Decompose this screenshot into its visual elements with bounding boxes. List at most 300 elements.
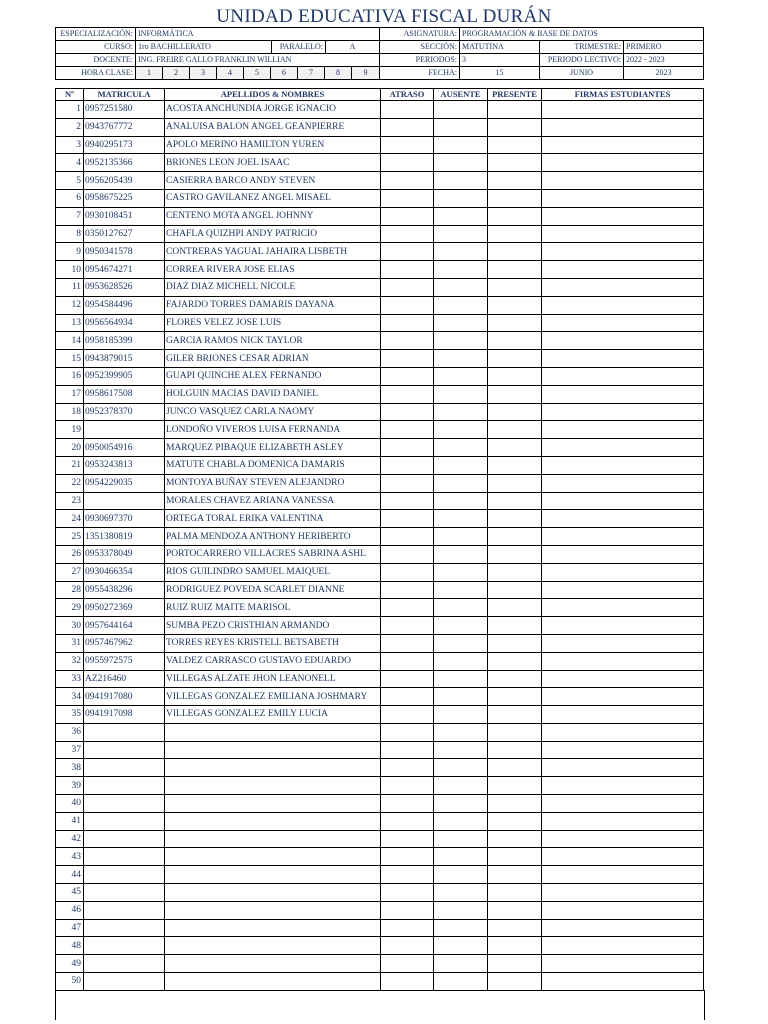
row-matricula: 0957251580 (84, 101, 165, 119)
row-student-name: FAJARDO TORRES DAMARIS DAYANA (165, 296, 381, 314)
table-row (56, 848, 704, 866)
row-number: 30 (56, 617, 84, 635)
row-firma-cell[interactable] (542, 278, 704, 296)
row-firma-cell[interactable] (542, 652, 704, 670)
row-student-name: GILER BRIONES CESAR ADRIAN (165, 350, 381, 368)
row-firma-cell[interactable] (542, 154, 704, 172)
row-ausente-cell[interactable] (434, 101, 488, 119)
row-ausente-cell[interactable] (434, 492, 488, 510)
row-ausente-cell[interactable] (434, 189, 488, 207)
row-firma-cell[interactable] (542, 367, 704, 385)
row-atraso-cell[interactable] (381, 403, 434, 421)
row-matricula: 0930466354 (84, 563, 165, 581)
row-matricula (84, 973, 165, 991)
row-presente-cell[interactable] (488, 136, 542, 154)
row-presente-cell[interactable] (488, 723, 542, 741)
row-presente-cell[interactable] (488, 385, 542, 403)
document-title: UNIDAD EDUCATIVA FISCAL DURÁN (216, 6, 552, 27)
row-presente-cell[interactable] (488, 492, 542, 510)
table-row (56, 617, 704, 635)
row-ausente-cell[interactable] (434, 385, 488, 403)
row-presente-cell[interactable] (488, 189, 542, 207)
table-row (56, 403, 704, 421)
row-number: 22 (56, 474, 84, 492)
table-row (56, 510, 704, 528)
row-firma-cell[interactable] (542, 777, 704, 795)
row-ausente-cell[interactable] (434, 367, 488, 385)
row-matricula (84, 866, 165, 884)
row-presente-cell[interactable] (488, 812, 542, 830)
table-row (56, 243, 704, 261)
row-student-name (165, 812, 381, 830)
row-presente-cell[interactable] (488, 154, 542, 172)
hora-cell[interactable]: 4 (217, 67, 244, 80)
row-ausente-cell[interactable] (434, 510, 488, 528)
row-presente-cell[interactable] (488, 848, 542, 866)
row-student-name: PALMA MENDOZA ANTHONY HERIBERTO (165, 528, 381, 546)
row-atraso-cell[interactable] (381, 385, 434, 403)
row-number: 23 (56, 492, 84, 510)
row-firma-cell[interactable] (542, 688, 704, 706)
row-firma-cell[interactable] (542, 225, 704, 243)
hora-cell[interactable]: 8 (325, 67, 352, 80)
row-ausente-cell[interactable] (434, 759, 488, 777)
row-ausente-cell[interactable] (434, 812, 488, 830)
row-firma-cell[interactable] (542, 189, 704, 207)
row-presente-cell[interactable] (488, 955, 542, 973)
row-presente-cell[interactable] (488, 688, 542, 706)
row-student-name: RUIZ RUIZ MAITE MARISOL (165, 599, 381, 617)
row-atraso-cell[interactable] (381, 243, 434, 261)
row-firma-cell[interactable] (542, 314, 704, 332)
fecha-mes: JUNIO (540, 67, 624, 80)
row-atraso-cell[interactable] (381, 350, 434, 368)
row-number: 42 (56, 830, 84, 848)
row-firma-cell[interactable] (542, 634, 704, 652)
docente-value: ING. FREIRE GALLO FRANKLIN WILLIAN (136, 54, 380, 67)
row-student-name: CASTRO GAVILANEZ ANGEL MISAEL (165, 189, 381, 207)
row-number: 12 (56, 296, 84, 314)
row-atraso-cell[interactable] (381, 581, 434, 599)
row-atraso-cell[interactable] (381, 652, 434, 670)
row-presente-cell[interactable] (488, 866, 542, 884)
row-presente-cell[interactable] (488, 830, 542, 848)
row-matricula: 0954584496 (84, 296, 165, 314)
row-atraso-cell[interactable] (381, 795, 434, 813)
hora-cell[interactable]: 7 (298, 67, 325, 80)
row-ausente-cell[interactable] (434, 617, 488, 635)
row-matricula: 0957644164 (84, 617, 165, 635)
row-atraso-cell[interactable] (381, 670, 434, 688)
row-ausente-cell[interactable] (434, 296, 488, 314)
table-row (56, 421, 704, 439)
row-presente-cell[interactable] (488, 101, 542, 119)
row-presente-cell[interactable] (488, 403, 542, 421)
row-ausente-cell[interactable] (434, 118, 488, 136)
curso-value: 1ro BACHILLERATO (136, 41, 272, 54)
row-matricula: 0957467962 (84, 634, 165, 652)
row-matricula (84, 884, 165, 902)
row-firma-cell[interactable] (542, 118, 704, 136)
table-row (56, 759, 704, 777)
row-ausente-cell[interactable] (434, 332, 488, 350)
row-firma-cell[interactable] (542, 848, 704, 866)
row-atraso-cell[interactable] (381, 777, 434, 795)
row-ausente-cell[interactable] (434, 314, 488, 332)
row-atraso-cell[interactable] (381, 706, 434, 724)
row-ausente-cell[interactable] (434, 955, 488, 973)
row-firma-cell[interactable] (542, 955, 704, 973)
row-student-name: LONDOÑO VIVEROS LUISA FERNANDA (165, 421, 381, 439)
row-ausente-cell[interactable] (434, 474, 488, 492)
table-row (56, 385, 704, 403)
row-firma-cell[interactable] (542, 706, 704, 724)
row-matricula (84, 848, 165, 866)
row-atraso-cell[interactable] (381, 118, 434, 136)
row-firma-cell[interactable] (542, 421, 704, 439)
row-atraso-cell[interactable] (381, 510, 434, 528)
hora-cell[interactable]: 5 (244, 67, 271, 80)
row-atraso-cell[interactable] (381, 901, 434, 919)
col-num-header: Nº (56, 89, 84, 101)
header-table (55, 27, 704, 67)
row-matricula: AZ216460 (84, 670, 165, 688)
row-ausente-cell[interactable] (434, 634, 488, 652)
row-ausente-cell[interactable] (434, 848, 488, 866)
row-firma-cell[interactable] (542, 741, 704, 759)
row-ausente-cell[interactable] (434, 919, 488, 937)
row-number: 50 (56, 973, 84, 991)
row-ausente-cell[interactable] (434, 937, 488, 955)
row-ausente-cell[interactable] (434, 706, 488, 724)
row-firma-cell[interactable] (542, 136, 704, 154)
row-atraso-cell[interactable] (381, 207, 434, 225)
row-firma-cell[interactable] (542, 528, 704, 546)
row-ausente-cell[interactable] (434, 545, 488, 563)
row-firma-cell[interactable] (542, 350, 704, 368)
row-ausente-cell[interactable] (434, 723, 488, 741)
row-presente-cell[interactable] (488, 314, 542, 332)
row-presente-cell[interactable] (488, 261, 542, 279)
row-atraso-cell[interactable] (381, 296, 434, 314)
periodos-value: 3 (460, 54, 540, 67)
row-atraso-cell[interactable] (381, 723, 434, 741)
table-row (56, 599, 704, 617)
row-presente-cell[interactable] (488, 795, 542, 813)
row-student-name: ANALUISA BALON ANGEL GEANPIERRE (165, 118, 381, 136)
row-presente-cell[interactable] (488, 474, 542, 492)
row-atraso-cell[interactable] (381, 189, 434, 207)
row-firma-cell[interactable] (542, 795, 704, 813)
row-matricula: 0958617508 (84, 385, 165, 403)
row-firma-cell[interactable] (542, 937, 704, 955)
row-presente-cell[interactable] (488, 901, 542, 919)
row-firma-cell[interactable] (542, 723, 704, 741)
row-student-name: RIOS GUILINDRO SAMUEL MAIQUEL (165, 563, 381, 581)
row-firma-cell[interactable] (542, 901, 704, 919)
table-row (56, 777, 704, 795)
row-ausente-cell[interactable] (434, 688, 488, 706)
row-ausente-cell[interactable] (434, 350, 488, 368)
row-ausente-cell[interactable] (434, 243, 488, 261)
row-number: 5 (56, 172, 84, 190)
row-ausente-cell[interactable] (434, 670, 488, 688)
row-presente-cell[interactable] (488, 510, 542, 528)
row-matricula: 0952399905 (84, 367, 165, 385)
row-firma-cell[interactable] (542, 830, 704, 848)
row-presente-cell[interactable] (488, 884, 542, 902)
row-atraso-cell[interactable] (381, 225, 434, 243)
hora-cell[interactable]: 3 (190, 67, 217, 80)
row-firma-cell[interactable] (542, 207, 704, 225)
row-student-name (165, 901, 381, 919)
row-atraso-cell[interactable] (381, 261, 434, 279)
row-matricula (84, 795, 165, 813)
table-row (56, 937, 704, 955)
row-atraso-cell[interactable] (381, 973, 434, 991)
row-presente-cell[interactable] (488, 296, 542, 314)
row-ausente-cell[interactable] (434, 439, 488, 457)
row-presente-cell[interactable] (488, 243, 542, 261)
table-row (56, 154, 704, 172)
row-firma-cell[interactable] (542, 866, 704, 884)
fecha-label: FECHA: (380, 67, 460, 80)
row-ausente-cell[interactable] (434, 901, 488, 919)
row-atraso-cell[interactable] (381, 937, 434, 955)
row-atraso-cell[interactable] (381, 759, 434, 777)
row-matricula (84, 421, 165, 439)
row-ausente-cell[interactable] (434, 795, 488, 813)
table-row (56, 866, 704, 884)
row-matricula: 0930697370 (84, 510, 165, 528)
row-firma-cell[interactable] (542, 812, 704, 830)
hora-cell[interactable]: 2 (163, 67, 190, 80)
row-atraso-cell[interactable] (381, 172, 434, 190)
row-atraso-cell[interactable] (381, 884, 434, 902)
row-ausente-cell[interactable] (434, 456, 488, 474)
row-presente-cell[interactable] (488, 545, 542, 563)
row-firma-cell[interactable] (542, 599, 704, 617)
hora-cell[interactable]: 6 (271, 67, 298, 80)
row-firma-cell[interactable] (542, 403, 704, 421)
row-presente-cell[interactable] (488, 118, 542, 136)
row-matricula: 0952378370 (84, 403, 165, 421)
row-presente-cell[interactable] (488, 599, 542, 617)
row-ausente-cell[interactable] (434, 777, 488, 795)
row-ausente-cell[interactable] (434, 599, 488, 617)
row-firma-cell[interactable] (542, 332, 704, 350)
table-row (56, 101, 704, 119)
row-firma-cell[interactable] (542, 919, 704, 937)
row-ausente-cell[interactable] (434, 528, 488, 546)
row-ausente-cell[interactable] (434, 154, 488, 172)
row-presente-cell[interactable] (488, 652, 542, 670)
row-firma-cell[interactable] (542, 884, 704, 902)
row-presente-cell[interactable] (488, 937, 542, 955)
row-firma-cell[interactable] (542, 492, 704, 510)
row-atraso-cell[interactable] (381, 563, 434, 581)
row-presente-cell[interactable] (488, 350, 542, 368)
row-student-name: CHAFLA QUIZHPI ANDY PATRICIO (165, 225, 381, 243)
row-atraso-cell[interactable] (381, 812, 434, 830)
row-presente-cell[interactable] (488, 421, 542, 439)
row-number: 13 (56, 314, 84, 332)
row-ausente-cell[interactable] (434, 652, 488, 670)
row-atraso-cell[interactable] (381, 830, 434, 848)
row-presente-cell[interactable] (488, 581, 542, 599)
row-ausente-cell[interactable] (434, 973, 488, 991)
row-student-name: CORREA RIVERA JOSE ELIAS (165, 261, 381, 279)
row-presente-cell[interactable] (488, 332, 542, 350)
row-ausente-cell[interactable] (434, 403, 488, 421)
row-ausente-cell[interactable] (434, 830, 488, 848)
row-matricula: 0958675225 (84, 189, 165, 207)
row-atraso-cell[interactable] (381, 421, 434, 439)
row-firma-cell[interactable] (542, 439, 704, 457)
row-atraso-cell[interactable] (381, 332, 434, 350)
row-student-name: CENTENO MOTA ANGEL JOHNNY (165, 207, 381, 225)
row-atraso-cell[interactable] (381, 545, 434, 563)
row-matricula: 0952135366 (84, 154, 165, 172)
row-firma-cell[interactable] (542, 759, 704, 777)
trimestre-label: TRIMESTRE: (540, 41, 624, 54)
table-row (56, 118, 704, 136)
row-number: 16 (56, 367, 84, 385)
row-matricula: 0956205439 (84, 172, 165, 190)
row-firma-cell[interactable] (542, 545, 704, 563)
row-firma-cell[interactable] (542, 581, 704, 599)
row-ausente-cell[interactable] (434, 563, 488, 581)
table-row (56, 367, 704, 385)
row-firma-cell[interactable] (542, 172, 704, 190)
row-ausente-cell[interactable] (434, 866, 488, 884)
row-firma-cell[interactable] (542, 243, 704, 261)
row-firma-cell[interactable] (542, 261, 704, 279)
row-number: 6 (56, 189, 84, 207)
row-firma-cell[interactable] (542, 617, 704, 635)
hora-cell[interactable]: 9 (352, 67, 380, 80)
row-ausente-cell[interactable] (434, 225, 488, 243)
table-row (56, 884, 704, 902)
row-firma-cell[interactable] (542, 101, 704, 119)
row-presente-cell[interactable] (488, 706, 542, 724)
row-atraso-cell[interactable] (381, 741, 434, 759)
row-presente-cell[interactable] (488, 919, 542, 937)
row-atraso-cell[interactable] (381, 367, 434, 385)
row-presente-cell[interactable] (488, 528, 542, 546)
row-firma-cell[interactable] (542, 474, 704, 492)
hora-clase-row (55, 66, 704, 80)
row-presente-cell[interactable] (488, 278, 542, 296)
row-matricula: 0941917098 (84, 706, 165, 724)
row-presente-cell[interactable] (488, 670, 542, 688)
row-atraso-cell[interactable] (381, 492, 434, 510)
row-presente-cell[interactable] (488, 973, 542, 991)
row-presente-cell[interactable] (488, 563, 542, 581)
row-presente-cell[interactable] (488, 172, 542, 190)
row-student-name (165, 830, 381, 848)
row-ausente-cell[interactable] (434, 207, 488, 225)
row-atraso-cell[interactable] (381, 634, 434, 652)
row-presente-cell[interactable] (488, 207, 542, 225)
row-atraso-cell[interactable] (381, 866, 434, 884)
row-ausente-cell[interactable] (434, 421, 488, 439)
row-student-name: GUAPI QUINCHE ALEX FERNANDO (165, 367, 381, 385)
row-firma-cell[interactable] (542, 510, 704, 528)
row-atraso-cell[interactable] (381, 101, 434, 119)
row-student-name: ORTEGA TORAL ERIKA VALENTINA (165, 510, 381, 528)
row-presente-cell[interactable] (488, 367, 542, 385)
row-number: 29 (56, 599, 84, 617)
row-presente-cell[interactable] (488, 456, 542, 474)
row-atraso-cell[interactable] (381, 528, 434, 546)
row-ausente-cell[interactable] (434, 136, 488, 154)
table-row (56, 314, 704, 332)
row-presente-cell[interactable] (488, 617, 542, 635)
row-matricula: 0950272369 (84, 599, 165, 617)
row-atraso-cell[interactable] (381, 688, 434, 706)
row-firma-cell[interactable] (542, 456, 704, 474)
row-presente-cell[interactable] (488, 225, 542, 243)
row-presente-cell[interactable] (488, 439, 542, 457)
row-ausente-cell[interactable] (434, 741, 488, 759)
row-matricula: 0956564934 (84, 314, 165, 332)
row-atraso-cell[interactable] (381, 955, 434, 973)
row-firma-cell[interactable] (542, 670, 704, 688)
row-matricula: 0943767772 (84, 118, 165, 136)
row-firma-cell[interactable] (542, 563, 704, 581)
row-ausente-cell[interactable] (434, 172, 488, 190)
row-firma-cell[interactable] (542, 385, 704, 403)
row-atraso-cell[interactable] (381, 456, 434, 474)
row-atraso-cell[interactable] (381, 278, 434, 296)
row-atraso-cell[interactable] (381, 919, 434, 937)
row-atraso-cell[interactable] (381, 474, 434, 492)
row-atraso-cell[interactable] (381, 136, 434, 154)
row-presente-cell[interactable] (488, 777, 542, 795)
row-number: 46 (56, 901, 84, 919)
row-ausente-cell[interactable] (434, 261, 488, 279)
hora-cell[interactable]: 1 (136, 67, 163, 80)
row-atraso-cell[interactable] (381, 599, 434, 617)
row-number: 15 (56, 350, 84, 368)
row-student-name: SUMBA PEZO CRISTHIAN ARMANDO (165, 617, 381, 635)
row-atraso-cell[interactable] (381, 439, 434, 457)
row-student-name (165, 884, 381, 902)
row-matricula: 0930108451 (84, 207, 165, 225)
row-ausente-cell[interactable] (434, 278, 488, 296)
row-presente-cell[interactable] (488, 634, 542, 652)
row-student-name: JUNCO VASQUEZ CARLA NAOMY (165, 403, 381, 421)
row-student-name: FLORES VELEZ JOSE LUIS (165, 314, 381, 332)
row-number: 9 (56, 243, 84, 261)
row-presente-cell[interactable] (488, 741, 542, 759)
row-student-name: MORALES CHAVEZ ARIANA VANESSA (165, 492, 381, 510)
table-row (56, 528, 704, 546)
row-atraso-cell[interactable] (381, 154, 434, 172)
row-atraso-cell[interactable] (381, 848, 434, 866)
row-atraso-cell[interactable] (381, 314, 434, 332)
row-matricula (84, 901, 165, 919)
row-firma-cell[interactable] (542, 296, 704, 314)
row-student-name (165, 723, 381, 741)
table-row (56, 563, 704, 581)
row-presente-cell[interactable] (488, 759, 542, 777)
row-firma-cell[interactable] (542, 973, 704, 991)
row-atraso-cell[interactable] (381, 617, 434, 635)
row-ausente-cell[interactable] (434, 884, 488, 902)
row-ausente-cell[interactable] (434, 581, 488, 599)
